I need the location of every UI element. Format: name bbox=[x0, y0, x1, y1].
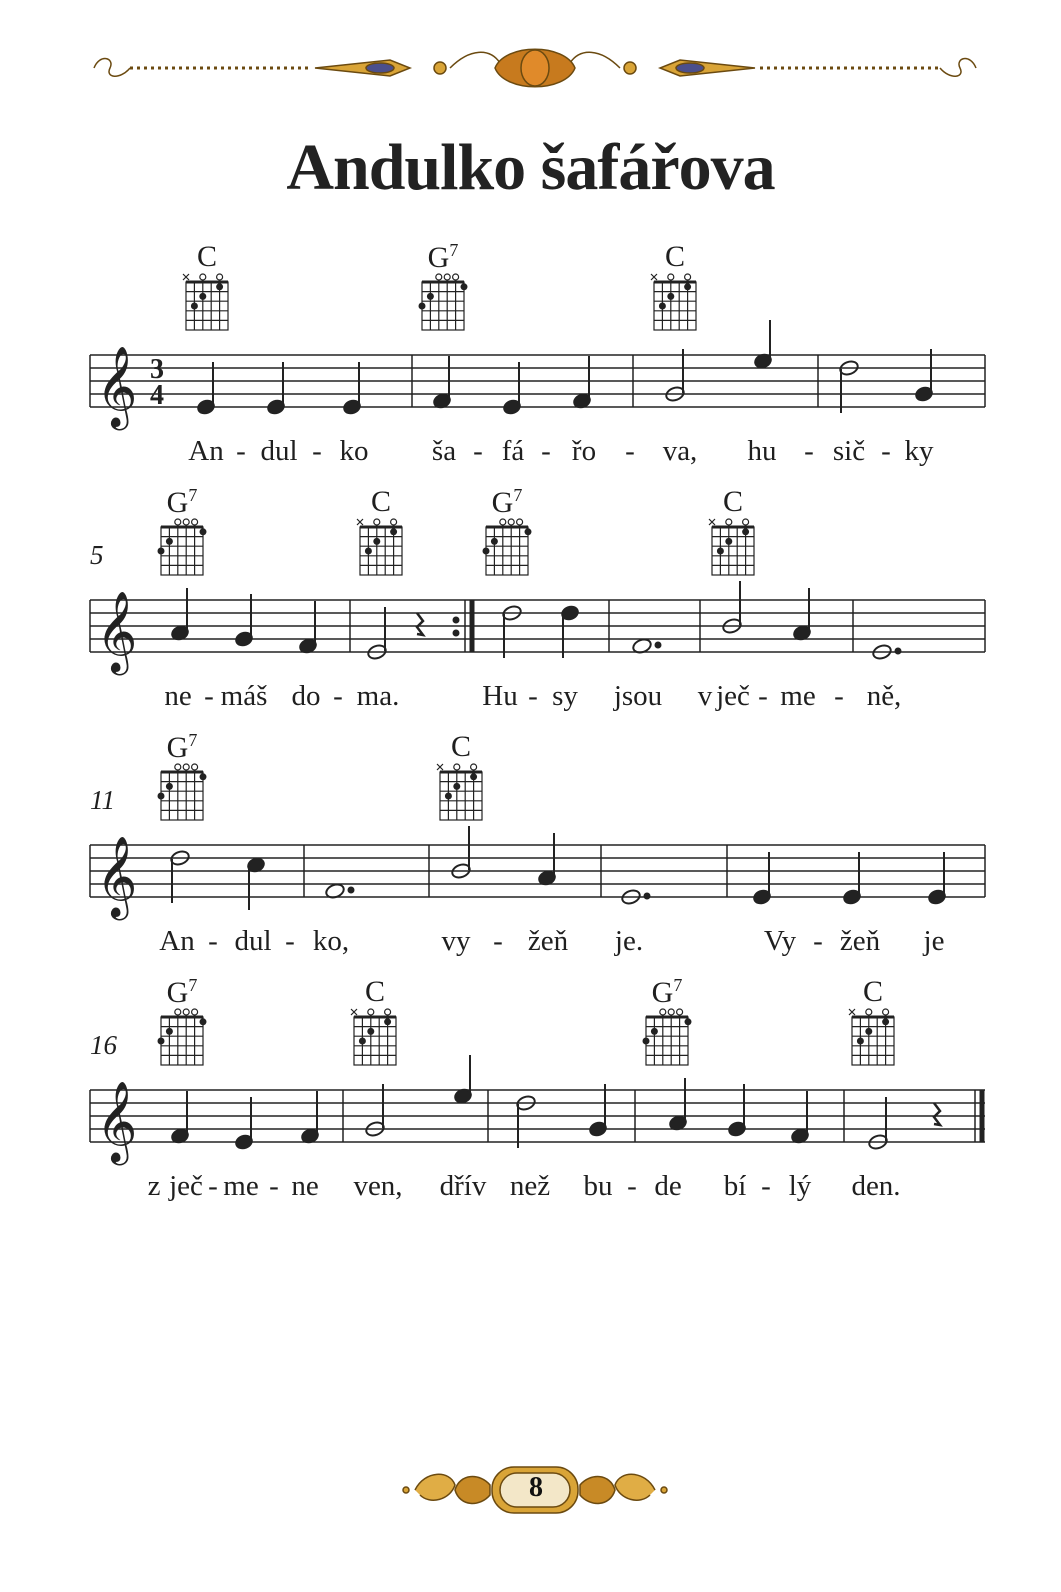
chord-name: C bbox=[196, 240, 217, 273]
lyric-syllable: ven, bbox=[353, 1170, 403, 1202]
lyric-syllable: sič bbox=[832, 435, 866, 467]
staff bbox=[0, 975, 1061, 1175]
lyric-hyphen: - bbox=[312, 435, 322, 467]
lyric-syllable: va, bbox=[662, 435, 698, 467]
staff bbox=[0, 485, 1061, 685]
lyric-syllable: ječ bbox=[169, 1170, 203, 1202]
lyric-hyphen: - bbox=[208, 925, 218, 957]
lyric-syllable: ně, bbox=[866, 680, 902, 712]
lyric-syllable: v bbox=[697, 680, 713, 712]
top-ornament bbox=[90, 38, 980, 98]
lyric-syllable: ša bbox=[431, 435, 457, 467]
staff bbox=[0, 730, 1061, 930]
music-system-1 bbox=[0, 240, 1061, 480]
lyric-syllable: bu bbox=[583, 1170, 613, 1202]
treble-clef: 𝄞 bbox=[96, 835, 138, 917]
lyric-syllable: ky bbox=[904, 435, 934, 467]
lyric-syllable: dřív bbox=[439, 1170, 487, 1202]
lyric-hyphen: - bbox=[473, 435, 483, 467]
lyric-syllable: než bbox=[509, 1170, 551, 1202]
lyric-syllable: fá bbox=[501, 435, 525, 467]
lyric-syllable: ne bbox=[291, 1170, 319, 1202]
lyric-syllable: me bbox=[780, 680, 816, 712]
lyric-syllable: vy bbox=[441, 925, 471, 957]
chord-name: $G^7$ bbox=[427, 240, 459, 274]
lyric-hyphen: - bbox=[528, 680, 538, 712]
treble-clef: 𝄞 bbox=[96, 590, 138, 672]
music-system-2 bbox=[0, 485, 1061, 725]
music-system-3 bbox=[0, 730, 1061, 970]
lyric-syllable: je. bbox=[614, 925, 644, 957]
lyric-hyphen: - bbox=[236, 435, 246, 467]
lyric-syllable: Vy bbox=[763, 925, 797, 957]
lyric-hyphen: - bbox=[208, 1170, 218, 1202]
chord-name: C bbox=[722, 485, 743, 518]
lyric-syllable: lý bbox=[788, 1170, 812, 1202]
lyric-hyphen: - bbox=[758, 680, 768, 712]
lyric-syllable: do bbox=[291, 680, 321, 712]
lyric-hyphen: - bbox=[625, 435, 635, 467]
chord-name: C bbox=[370, 485, 391, 518]
chord-name: $G^7$ bbox=[651, 975, 683, 1009]
time-sig-bottom: 4 bbox=[150, 380, 164, 411]
chord-name: $G^7$ bbox=[491, 485, 523, 519]
lyric-hyphen: - bbox=[269, 1170, 279, 1202]
chord-name: C bbox=[862, 975, 883, 1008]
chord-name: C bbox=[450, 730, 471, 763]
lyric-syllable: ma. bbox=[356, 680, 400, 712]
lyric-syllable: bí bbox=[723, 1170, 747, 1202]
staff bbox=[0, 240, 1061, 440]
treble-clef: 𝄞 bbox=[96, 345, 138, 427]
lyric-syllable: ne bbox=[164, 680, 192, 712]
lyric-hyphen: - bbox=[813, 925, 823, 957]
lyric-hyphen: - bbox=[881, 435, 891, 467]
lyric-syllable: z bbox=[147, 1170, 161, 1202]
lyric-syllable: dul bbox=[234, 925, 272, 957]
lyric-syllable: jsou bbox=[613, 680, 663, 712]
lyric-syllable: me bbox=[223, 1170, 259, 1202]
lyric-hyphen: - bbox=[627, 1170, 637, 1202]
lyric-syllable: de bbox=[654, 1170, 682, 1202]
lyric-syllable: máš bbox=[220, 680, 268, 712]
lyric-hyphen: - bbox=[804, 435, 814, 467]
song-title: Andulko šafářova bbox=[286, 131, 775, 204]
treble-clef: 𝄞 bbox=[96, 1080, 138, 1162]
page-number: 8 bbox=[529, 1472, 543, 1503]
time-sig-top: 3 bbox=[150, 354, 164, 385]
measure-number: 11 bbox=[90, 785, 115, 815]
music-system-4 bbox=[0, 975, 1061, 1215]
chord-name: $G^7$ bbox=[166, 975, 198, 1009]
lyric-hyphen: - bbox=[541, 435, 551, 467]
lyric-hyphen: - bbox=[493, 925, 503, 957]
lyric-syllable: řo bbox=[571, 435, 597, 467]
lyric-syllable: hu bbox=[747, 435, 777, 467]
chord-name: C bbox=[664, 240, 685, 273]
lyric-hyphen: - bbox=[204, 680, 214, 712]
measure-number: 16 bbox=[90, 1030, 117, 1060]
lyric-hyphen: - bbox=[834, 680, 844, 712]
lyric-hyphen: - bbox=[761, 1170, 771, 1202]
lyric-syllable: ko bbox=[339, 435, 369, 467]
lyric-syllable: je bbox=[923, 925, 945, 957]
lyric-syllable: Hu bbox=[482, 680, 518, 712]
lyric-syllable: dul bbox=[260, 435, 298, 467]
lyric-syllable: žeň bbox=[839, 925, 881, 957]
lyric-syllable: ko, bbox=[312, 925, 350, 957]
lyric-syllable: An bbox=[159, 925, 195, 957]
chord-name: $G^7$ bbox=[166, 485, 198, 519]
lyric-syllable: žeň bbox=[527, 925, 569, 957]
lyric-syllable: sy bbox=[552, 680, 578, 712]
lyric-syllable: An bbox=[188, 435, 224, 467]
lyric-syllable: ječ bbox=[716, 680, 750, 712]
lyric-hyphen: - bbox=[285, 925, 295, 957]
lyric-syllable: den. bbox=[851, 1170, 901, 1202]
chord-name: C bbox=[364, 975, 385, 1008]
chord-name: $G^7$ bbox=[166, 730, 198, 764]
measure-number: 5 bbox=[90, 540, 104, 570]
lyric-hyphen: - bbox=[333, 680, 343, 712]
